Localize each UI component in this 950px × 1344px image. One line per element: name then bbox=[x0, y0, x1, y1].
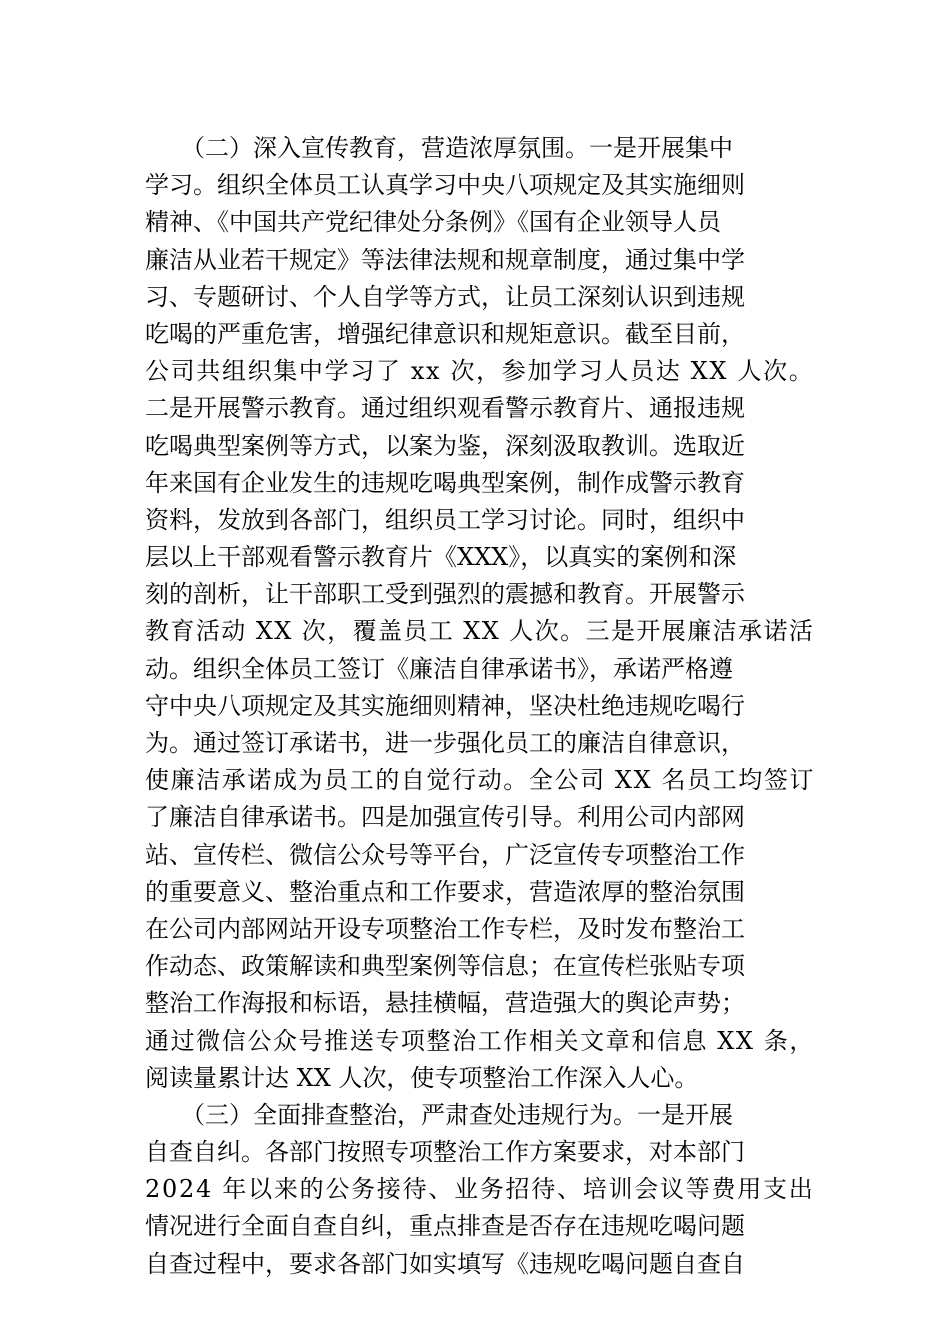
text-line: 精神、《中国共产党纪律处分条例》《国有企业领导人员 bbox=[145, 208, 721, 237]
text-line: 整治工作海报和标语，悬挂横幅，营造强大的舆论声势； bbox=[145, 989, 745, 1018]
text-line: 通过微信公众号推送专项整治工作相关文章和信息 XX 条， bbox=[145, 1026, 816, 1055]
text-line: 守中央八项规定及其实施细则精神，坚决杜绝违规吃喝行 bbox=[145, 691, 745, 720]
text-line: 廉洁从业若干规定》等法律法规和规章制度，通过集中学 bbox=[145, 245, 745, 274]
text-line: 情况进行全面自查自纠，重点排查是否存在违规吃喝问题 bbox=[145, 1212, 745, 1241]
text-line: 吃喝典型案例等方式，以案为鉴，深刻汲取教训。选取近 bbox=[145, 431, 745, 460]
text-line: 在公司内部网站开设专项整治工作专栏，及时发布整治工 bbox=[145, 914, 745, 943]
text-line: 了廉洁自律承诺书。四是加强宣传引导。利用公司内部网 bbox=[145, 803, 745, 832]
body-text bbox=[145, 130, 816, 1283]
text-line: 层以上干部观看警示教育片《XXX》，以真实的案例和深 bbox=[145, 543, 737, 572]
text-line: 资料，发放到各部门，组织员工学习讨论。同时，组织中 bbox=[145, 505, 745, 534]
text-line: 二是开展警示教育。通过组织观看警示教育片、通报违规 bbox=[145, 394, 745, 423]
text-line: 使廉洁承诺成为员工的自觉行动。全公司 XX 名员工均签订 bbox=[145, 766, 816, 795]
text-line: 2024 年以来的公务接待、业务招待、培训会议等费用支出 bbox=[145, 1175, 815, 1204]
text-line: 为。通过签订承诺书，进一步强化员工的廉洁自律意识， bbox=[145, 729, 745, 757]
text-line: （二）深入宣传教育，营造浓厚氛围。一是开展集中 bbox=[145, 134, 733, 162]
text-line: 学习。组织全体员工认真学习中央八项规定及其实施细则 bbox=[145, 171, 745, 200]
text-line: 吃喝的严重危害，增强纪律意识和规矩意识。截至目前， bbox=[145, 319, 745, 348]
text-line: 刻的剖析，让干部职工受到强烈的震撼和教育。开展警示 bbox=[145, 580, 745, 609]
text-line: 阅读量累计达 XX 人次，使专项整治工作深入人心。 bbox=[145, 1063, 699, 1092]
text-line: 站、宣传栏、微信公众号等平台，广泛宣传专项整治工作 bbox=[145, 840, 745, 869]
text-line: 动。组织全体员工签订《廉洁自律承诺书》，承诺严格遵 bbox=[145, 654, 733, 683]
text-line: 公司共组织集中学习了 xx 次，参加学习人员达 XX 人次。 bbox=[145, 357, 815, 386]
text-line: 自查自纠。各部门按照专项整治工作方案要求，对本部门 bbox=[145, 1138, 745, 1167]
text-line: 习、专题研讨、个人自学等方式，让员工深刻认识到违规 bbox=[145, 282, 745, 311]
text-line: 自查过程中，要求各部门如实填写《违规吃喝问题自查自 bbox=[145, 1249, 745, 1278]
text-line: 的重要意义、整治重点和工作要求，营造浓厚的整治氛围 bbox=[145, 877, 745, 906]
text-line: 年来国有企业发生的违规吃喝典型案例，制作成警示教育 bbox=[145, 468, 745, 497]
text-line: 教育活动 XX 次，覆盖员工 XX 人次。三是开展廉洁承诺活 bbox=[145, 617, 815, 646]
text-line: （三）全面排查整治，严肃查处违规行为。一是开展 bbox=[145, 1100, 733, 1129]
text-line: 作动态、政策解读和典型案例等信息；在宣传栏张贴专项 bbox=[145, 952, 745, 981]
